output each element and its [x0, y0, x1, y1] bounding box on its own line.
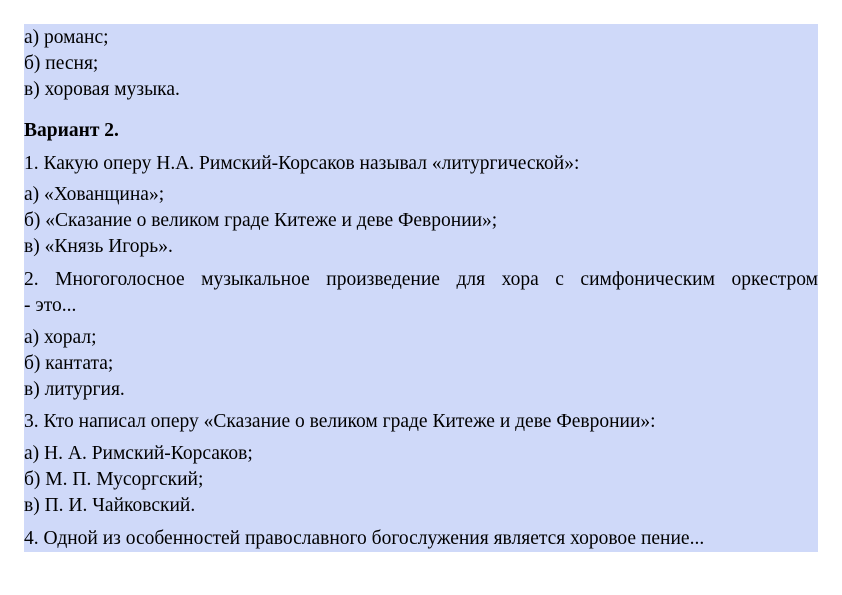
q3-option-c: в) П. И. Чайковский.	[24, 495, 196, 516]
variant-heading: Вариант 2.	[24, 120, 119, 141]
question-1: 1. Какую оперу Н.А. Римский-Корсаков называл «литургической»:	[24, 153, 580, 174]
question-3: 3. Кто написал оперу «Сказание о великом граде Китеже и деве Февронии»:	[24, 411, 656, 432]
q2-option-a: а) хорал;	[24, 327, 97, 348]
q2-option-b: б) кантата;	[24, 353, 114, 374]
q1-option-c: в) «Князь Игорь».	[24, 236, 173, 257]
q3-option-a: а) Н. А. Римский-Корсаков;	[24, 443, 253, 464]
q1-option-b: б) «Сказание о великом граде Китеже и деве Февронии»;	[24, 210, 498, 231]
answer-option-b-song: б) песня;	[24, 53, 99, 74]
q3-option-b: б) М. П. Мусоргский;	[24, 469, 204, 490]
question-4: 4. Одной из особенностей православного богослужения является хоровое пение...	[24, 528, 705, 549]
answer-option-c-choral-music: в) хоровая музыка.	[24, 79, 180, 100]
answer-option-a-romance: а) романс;	[24, 27, 109, 48]
q2-option-c: в) литургия.	[24, 379, 125, 400]
question-2-line-1: 2. Многоголосное музыкальное произведение для хора с симфоническим оркестром	[24, 269, 818, 290]
document-panel	[24, 24, 818, 552]
question-2-line-2: - это...	[24, 295, 77, 316]
q1-option-a: а) «Хованщина»;	[24, 184, 165, 205]
